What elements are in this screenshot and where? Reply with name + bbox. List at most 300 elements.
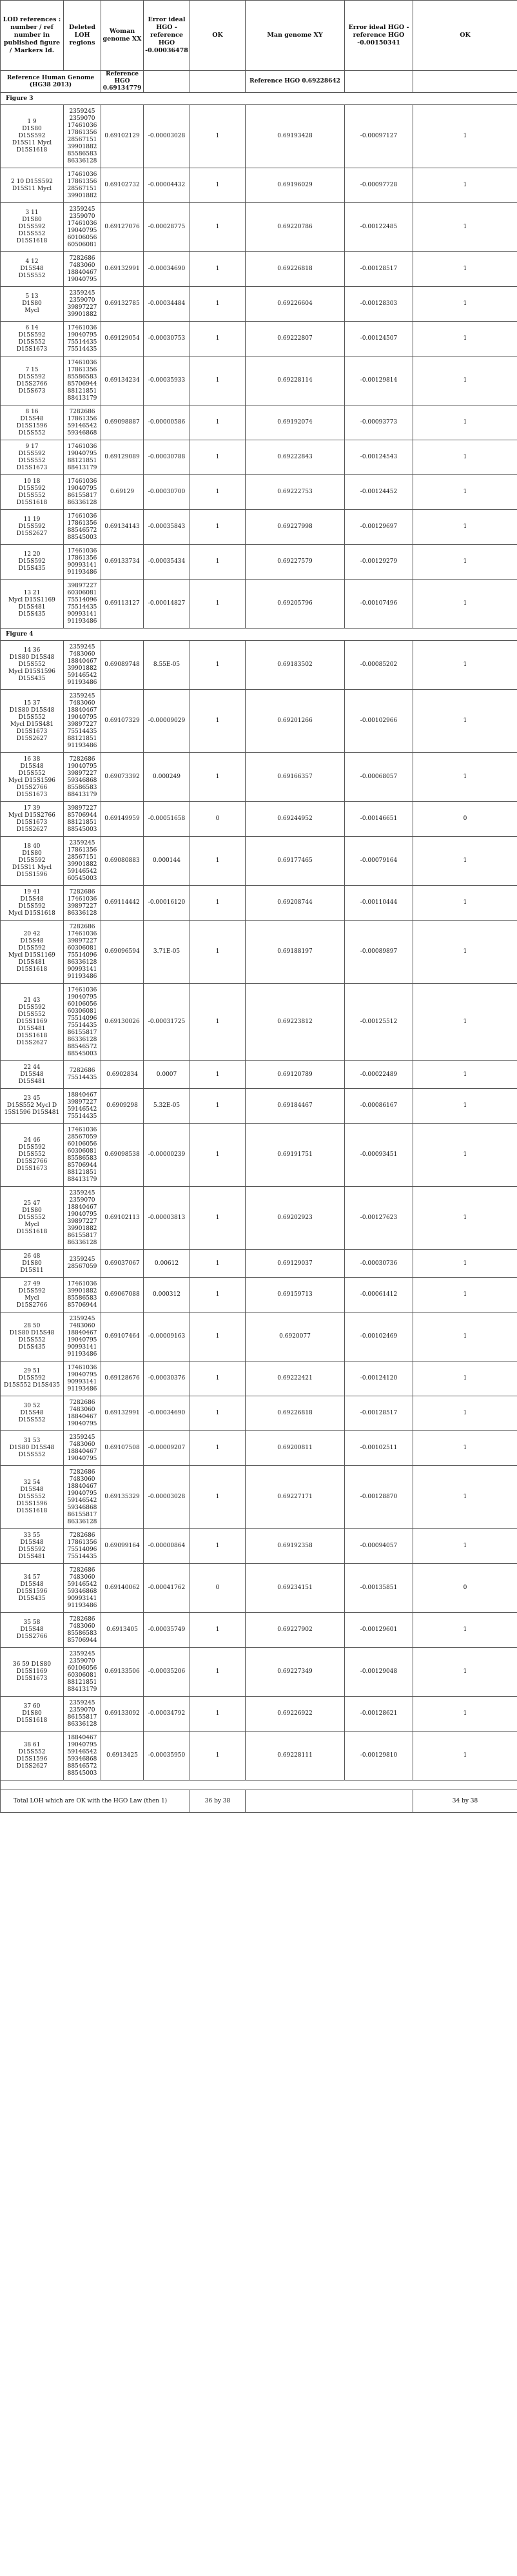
- table-row: [1, 475, 517, 510]
- total-ok-man: 34 by 38: [413, 1790, 517, 1813]
- woman-error-cell: -0.00034690: [144, 1396, 190, 1431]
- woman-hgo-cell: 0.69037067: [101, 1250, 144, 1278]
- man-hgo-cell: 0.69202923: [246, 1187, 345, 1250]
- man-error-cell: -0.00094057: [345, 1529, 413, 1564]
- man-hgo-cell: 0.69226818: [246, 1396, 345, 1431]
- header-error-man: Error ideal HGO - reference HGO -0.00150341: [345, 1, 413, 71]
- man-error-cell: -0.00128517: [345, 252, 413, 287]
- woman-hgo-cell: 0.69096594: [101, 921, 144, 984]
- woman-error-cell: 5.32E-05: [144, 1089, 190, 1124]
- man-hgo-cell: 0.69120789: [246, 1061, 345, 1089]
- man-hgo-cell: 0.69159713: [246, 1278, 345, 1312]
- deleted-regions-cell: 7282686 7483060 85586583 85706944: [64, 1613, 101, 1648]
- man-hgo-cell: 0.69192074: [246, 405, 345, 440]
- man-ok-cell: 1: [413, 641, 517, 690]
- man-ok-cell: 1: [413, 545, 517, 580]
- woman-error-cell: -0.00035206: [144, 1648, 190, 1697]
- lod-reference-cell: 31 53 D1S80 D15S48 D15S552: [1, 1431, 64, 1466]
- table-row: [1, 753, 517, 802]
- man-ok-cell: 1: [413, 475, 517, 510]
- deleted-regions-cell: 17461036 17861356 88546572 88545003: [64, 510, 101, 545]
- woman-hgo-cell: 0.69113127: [101, 580, 144, 629]
- deleted-regions-cell: 2359245 7483060 18840467 19040795 39897227 75514435 88121851 91193486: [64, 690, 101, 753]
- woman-hgo-cell: 0.69099164: [101, 1529, 144, 1564]
- table-row: [1, 984, 517, 1061]
- table-row: [1, 641, 517, 690]
- deleted-regions-cell: 2359245 7483060 18840467 19040795: [64, 1431, 101, 1466]
- man-ok-cell: 1: [413, 203, 517, 252]
- header-row: [1, 1, 517, 71]
- man-error-cell: -0.00129048: [345, 1648, 413, 1697]
- table-row: [1, 1529, 517, 1564]
- lod-reference-cell: 28 50 D1S80 D15S48 D15S552 D15S435: [1, 1312, 64, 1361]
- woman-ok-cell: 1: [190, 1697, 246, 1732]
- table-row: [1, 1278, 517, 1312]
- section-header-row: [1, 629, 517, 641]
- reference-hgo-man: Reference HGO 0.69228642: [246, 71, 345, 93]
- woman-ok-cell: 1: [190, 690, 246, 753]
- section-header-row: [1, 93, 517, 105]
- header-man-genome: Man genome XY: [246, 1, 345, 71]
- man-ok-cell: 1: [413, 984, 517, 1061]
- woman-error-cell: -0.00030753: [144, 322, 190, 356]
- man-hgo-cell: 0.69200811: [246, 1431, 345, 1466]
- woman-hgo-cell: 0.69102732: [101, 168, 144, 203]
- man-error-cell: -0.00079164: [345, 837, 413, 886]
- deleted-regions-cell: 17461036 17861356 85586583 85706944 88121851 88413179: [64, 356, 101, 405]
- lod-reference-cell: 26 48 D1S80 D15S11: [1, 1250, 64, 1278]
- man-ok-cell: 1: [413, 690, 517, 753]
- lod-reference-cell: 27 49 D15S592 Mycl D15S2766: [1, 1278, 64, 1312]
- lod-reference-cell: 1 9 D1S80 D15S592 D15S11 Mycl D15S1618: [1, 105, 64, 168]
- deleted-regions-cell: 2359245 2359070 60106056 60306081 88121851 88413179: [64, 1648, 101, 1697]
- deleted-regions-cell: 2359245 7483060 18840467 39901882 59146542 91193486: [64, 641, 101, 690]
- woman-error-cell: -0.00009207: [144, 1431, 190, 1466]
- woman-error-cell: -0.00030700: [144, 475, 190, 510]
- man-error-cell: -0.00128517: [345, 1396, 413, 1431]
- deleted-regions-cell: 7282686 7483060 18840467 19040795: [64, 1396, 101, 1431]
- man-hgo-cell: 0.69220786: [246, 203, 345, 252]
- lod-reference-cell: 35 58 D15S48 D15S2766: [1, 1613, 64, 1648]
- woman-error-cell: -0.00016120: [144, 886, 190, 921]
- woman-hgo-cell: 0.6913405: [101, 1613, 144, 1648]
- woman-hgo-cell: 0.69089748: [101, 641, 144, 690]
- woman-error-cell: -0.00003028: [144, 1466, 190, 1529]
- woman-hgo-cell: 0.69073392: [101, 753, 144, 802]
- lod-reference-cell: 38 61 D15S552 D15S1596 D15S2627: [1, 1732, 64, 1781]
- man-error-cell: -0.00102511: [345, 1431, 413, 1466]
- woman-error-cell: 8.55E-05: [144, 641, 190, 690]
- lod-reference-cell: 17 39 Mycl D15S2766 D15S1673 D15S2627: [1, 802, 64, 837]
- woman-ok-cell: 1: [190, 580, 246, 629]
- lod-reference-cell: 15 37 D1S80 D15S48 D15S552 Mycl D15S481 D15S1673 D15S2627: [1, 690, 64, 753]
- lod-reference-cell: 10 18 D15S592 D15S552 D15S1618: [1, 475, 64, 510]
- woman-error-cell: -0.00031725: [144, 984, 190, 1061]
- woman-ok-cell: 1: [190, 405, 246, 440]
- table-row: [1, 1613, 517, 1648]
- woman-hgo-cell: 0.69129089: [101, 440, 144, 475]
- deleted-regions-cell: 2359245 2359070 17461036 17861356 28567151 39901882 85586583 86336128: [64, 105, 101, 168]
- deleted-regions-cell: 17461036 19040795 88121851 88413179: [64, 440, 101, 475]
- woman-error-cell: -0.00035749: [144, 1613, 190, 1648]
- woman-error-cell: -0.00009029: [144, 690, 190, 753]
- table-row: [1, 1396, 517, 1431]
- header-ok-man: OK: [413, 1, 517, 71]
- man-hgo-cell: 0.69226604: [246, 287, 345, 322]
- woman-ok-cell: 1: [190, 203, 246, 252]
- table-row: [1, 287, 517, 322]
- man-ok-cell: 1: [413, 753, 517, 802]
- lod-reference-cell: 5 13 D1S80 Mycl: [1, 287, 64, 322]
- table-row: [1, 580, 517, 629]
- woman-hgo-cell: 0.69133506: [101, 1648, 144, 1697]
- woman-hgo-cell: 0.69132991: [101, 252, 144, 287]
- reference-row: [1, 71, 517, 93]
- woman-error-cell: -0.00035434: [144, 545, 190, 580]
- woman-ok-cell: 1: [190, 252, 246, 287]
- woman-hgo-cell: 0.6902834: [101, 1061, 144, 1089]
- woman-ok-cell: 1: [190, 1089, 246, 1124]
- woman-hgo-cell: 0.69107464: [101, 1312, 144, 1361]
- man-ok-cell: 1: [413, 837, 517, 886]
- woman-hgo-cell: 0.69140062: [101, 1564, 144, 1613]
- deleted-regions-cell: 2359245 7483060 18840467 19040795 90993141 91193486: [64, 1312, 101, 1361]
- woman-hgo-cell: 0.69134234: [101, 356, 144, 405]
- man-ok-cell: 0: [413, 802, 517, 837]
- woman-error-cell: -0.00004432: [144, 168, 190, 203]
- man-ok-cell: 1: [413, 1278, 517, 1312]
- woman-ok-cell: 1: [190, 1648, 246, 1697]
- man-hgo-cell: 0.69184467: [246, 1089, 345, 1124]
- man-error-cell: -0.00102469: [345, 1312, 413, 1361]
- table-row: [1, 105, 517, 168]
- woman-ok-cell: 1: [190, 322, 246, 356]
- woman-error-cell: 0.0007: [144, 1061, 190, 1089]
- woman-error-cell: -0.00051658: [144, 802, 190, 837]
- table-row: [1, 252, 517, 287]
- man-error-cell: -0.00124452: [345, 475, 413, 510]
- woman-hgo-cell: 0.69130026: [101, 984, 144, 1061]
- lod-reference-cell: 9 17 D15S592 D15S552 D15S1673: [1, 440, 64, 475]
- woman-ok-cell: 1: [190, 105, 246, 168]
- woman-hgo-cell: 0.69129054: [101, 322, 144, 356]
- woman-ok-cell: 1: [190, 356, 246, 405]
- lod-reference-cell: 23 45 D15S552 Mycl D 15S1596 D15S481: [1, 1089, 64, 1124]
- deleted-regions-cell: 2359245 2359070 39897227 39901882: [64, 287, 101, 322]
- man-hgo-cell: 0.69201266: [246, 690, 345, 753]
- deleted-regions-cell: 7282686 7483060 18840467 19040795: [64, 252, 101, 287]
- woman-ok-cell: 1: [190, 1732, 246, 1781]
- table-row: [1, 405, 517, 440]
- woman-error-cell: -0.00035933: [144, 356, 190, 405]
- woman-error-cell: -0.00000864: [144, 1529, 190, 1564]
- woman-error-cell: 0.000144: [144, 837, 190, 886]
- man-hgo-cell: 0.69183502: [246, 641, 345, 690]
- man-hgo-cell: 0.69188197: [246, 921, 345, 984]
- woman-ok-cell: 1: [190, 475, 246, 510]
- man-hgo-cell: 0.69227579: [246, 545, 345, 580]
- woman-ok-cell: 1: [190, 921, 246, 984]
- deleted-regions-cell: 18840467 19040795 59146542 59346868 88546572 88545003: [64, 1732, 101, 1781]
- man-ok-cell: 1: [413, 921, 517, 984]
- man-ok-cell: 1: [413, 1250, 517, 1278]
- woman-error-cell: -0.00003813: [144, 1187, 190, 1250]
- table-row: [1, 802, 517, 837]
- man-ok-cell: 1: [413, 1648, 517, 1697]
- table-row: [1, 203, 517, 252]
- header-lod-references: LOD references : number / ref number in published figure / Markers Id.: [1, 1, 64, 71]
- reference-human-genome: Reference Human Genome (HG38 2013): [1, 71, 101, 93]
- man-error-cell: -0.00128870: [345, 1466, 413, 1529]
- woman-hgo-cell: 0.69098887: [101, 405, 144, 440]
- table-row: [1, 1124, 517, 1187]
- woman-ok-cell: 1: [190, 168, 246, 203]
- man-ok-cell: 1: [413, 1061, 517, 1089]
- woman-error-cell: -0.00034690: [144, 252, 190, 287]
- man-hgo-cell: 0.69227349: [246, 1648, 345, 1697]
- woman-error-cell: -0.00000586: [144, 405, 190, 440]
- man-error-cell: -0.00122485: [345, 203, 413, 252]
- man-hgo-cell: 0.69196029: [246, 168, 345, 203]
- woman-hgo-cell: 0.69133092: [101, 1697, 144, 1732]
- man-hgo-cell: 0.69166357: [246, 753, 345, 802]
- man-ok-cell: 1: [413, 510, 517, 545]
- deleted-regions-cell: 17461036 19040795 86155817 86336128: [64, 475, 101, 510]
- man-error-cell: -0.00135851: [345, 1564, 413, 1613]
- man-hgo-cell: 0.69208744: [246, 886, 345, 921]
- man-ok-cell: 1: [413, 886, 517, 921]
- deleted-regions-cell: 18840467 39897227 59146542 75514435: [64, 1089, 101, 1124]
- table-row: [1, 322, 517, 356]
- woman-error-cell: -0.00014827: [144, 580, 190, 629]
- table-row: [1, 921, 517, 984]
- woman-error-cell: -0.00030788: [144, 440, 190, 475]
- deleted-regions-cell: 17461036 39901882 85586583 85706944: [64, 1278, 101, 1312]
- table-row: [1, 356, 517, 405]
- woman-ok-cell: 1: [190, 510, 246, 545]
- woman-error-cell: -0.00035843: [144, 510, 190, 545]
- man-error-cell: -0.00093773: [345, 405, 413, 440]
- woman-ok-cell: 1: [190, 1278, 246, 1312]
- woman-ok-cell: 1: [190, 287, 246, 322]
- table-row: [1, 1250, 517, 1278]
- deleted-regions-cell: 17461036 19040795 75514435 75514435: [64, 322, 101, 356]
- lod-reference-cell: 2 10 D15S592 D15S11 Mycl: [1, 168, 64, 203]
- man-ok-cell: 1: [413, 1732, 517, 1781]
- lod-reference-cell: 32 54 D15S48 D15S552 D15S1596 D15S1618: [1, 1466, 64, 1529]
- woman-ok-cell: 1: [190, 1061, 246, 1089]
- man-hgo-cell: 0.69222753: [246, 475, 345, 510]
- man-hgo-cell: 0.69222421: [246, 1361, 345, 1396]
- man-error-cell: -0.00085202: [345, 641, 413, 690]
- man-error-cell: -0.00146651: [345, 802, 413, 837]
- deleted-regions-cell: 2359245 2359070 86155817 86336128: [64, 1697, 101, 1732]
- woman-hgo-cell: 0.69149959: [101, 802, 144, 837]
- man-hgo-cell: 0.69222843: [246, 440, 345, 475]
- woman-error-cell: 0.000249: [144, 753, 190, 802]
- lod-reference-cell: 36 59 D1S80 D15S1169 D15S1673: [1, 1648, 64, 1697]
- woman-error-cell: 0.000312: [144, 1278, 190, 1312]
- header-error-woman: Error ideal HGO - reference HGO -0.00036478: [144, 1, 190, 71]
- woman-hgo-cell: 0.69133734: [101, 545, 144, 580]
- table-row: [1, 1187, 517, 1250]
- lod-reference-cell: 22 44 D15S48 D15S481: [1, 1061, 64, 1089]
- woman-error-cell: -0.00034792: [144, 1697, 190, 1732]
- man-hgo-cell: 0.69228114: [246, 356, 345, 405]
- lod-reference-cell: 30 52 D15S48 D15S552: [1, 1396, 64, 1431]
- woman-ok-cell: 1: [190, 440, 246, 475]
- man-hgo-cell: 0.69227171: [246, 1466, 345, 1529]
- woman-hgo-cell: 0.69102113: [101, 1187, 144, 1250]
- woman-hgo-cell: 0.69098538: [101, 1124, 144, 1187]
- man-hgo-cell: 0.69205796: [246, 580, 345, 629]
- lod-reference-cell: 6 14 D15S592 D15S552 D15S1673: [1, 322, 64, 356]
- man-ok-cell: 1: [413, 287, 517, 322]
- woman-hgo-cell: 0.69134143: [101, 510, 144, 545]
- man-hgo-cell: 0.69223812: [246, 984, 345, 1061]
- lod-reference-cell: 25 47 D1S80 D15S552 Mycl D15S1618: [1, 1187, 64, 1250]
- woman-hgo-cell: 0.69135329: [101, 1466, 144, 1529]
- deleted-regions-cell: 17461036 19040795 90993141 91193486: [64, 1361, 101, 1396]
- total-row: [1, 1790, 517, 1813]
- woman-hgo-cell: 0.6913425: [101, 1732, 144, 1781]
- lod-reference-cell: 19 41 D15S48 D15S592 Mycl D15S1618: [1, 886, 64, 921]
- man-error-cell: -0.00097728: [345, 168, 413, 203]
- woman-ok-cell: 1: [190, 1529, 246, 1564]
- lod-reference-cell: 12 20 D15S592 D15S435: [1, 545, 64, 580]
- man-error-cell: -0.00110444: [345, 886, 413, 921]
- woman-hgo-cell: 0.69128676: [101, 1361, 144, 1396]
- man-error-cell: -0.00125512: [345, 984, 413, 1061]
- deleted-regions-cell: 17461036 19040795 60106056 60306081 75514096 75514435 86155817 86336128 88546572 88545003: [64, 984, 101, 1061]
- deleted-regions-cell: 17461036 28567059 60106056 60306081 85586583 85706944 88121851 88413179: [64, 1124, 101, 1187]
- woman-error-cell: -0.00034484: [144, 287, 190, 322]
- lod-reference-cell: 37 60 D1S80 D15S1618: [1, 1697, 64, 1732]
- woman-ok-cell: 1: [190, 1466, 246, 1529]
- man-ok-cell: 1: [413, 440, 517, 475]
- table-row: [1, 168, 517, 203]
- lod-reference-cell: 20 42 D15S48 D15S592 Mycl D15S1169 D15S481 D15S1618: [1, 921, 64, 984]
- table-row: [1, 1361, 517, 1396]
- man-ok-cell: 1: [413, 1187, 517, 1250]
- woman-error-cell: -0.00000239: [144, 1124, 190, 1187]
- woman-hgo-cell: 0.69107329: [101, 690, 144, 753]
- man-ok-cell: 1: [413, 356, 517, 405]
- lod-reference-cell: 16 38 D15S48 D15S552 Mycl D15S1596 D15S2766 D15S1673: [1, 753, 64, 802]
- man-hgo-cell: 0.69226922: [246, 1697, 345, 1732]
- woman-ok-cell: 1: [190, 1187, 246, 1250]
- man-error-cell: -0.00097127: [345, 105, 413, 168]
- woman-ok-cell: 1: [190, 837, 246, 886]
- man-hgo-cell: 0.69227998: [246, 510, 345, 545]
- man-ok-cell: 1: [413, 168, 517, 203]
- woman-hgo-cell: 0.69132991: [101, 1396, 144, 1431]
- deleted-regions-cell: 7282686 17861356 59146542 59346868: [64, 405, 101, 440]
- deleted-regions-cell: 17461036 17861356 90993141 91193486: [64, 545, 101, 580]
- man-ok-cell: 1: [413, 1312, 517, 1361]
- table-row: [1, 1648, 517, 1697]
- woman-ok-cell: 1: [190, 641, 246, 690]
- table-row: [1, 1564, 517, 1613]
- woman-ok-cell: 1: [190, 1613, 246, 1648]
- man-error-cell: -0.00089897: [345, 921, 413, 984]
- woman-hgo-cell: 0.69129: [101, 475, 144, 510]
- woman-ok-cell: 0: [190, 1564, 246, 1613]
- lod-reference-cell: 24 46 D15S592 D15S552 D15S2766 D15S1673: [1, 1124, 64, 1187]
- man-error-cell: -0.00129279: [345, 545, 413, 580]
- woman-ok-cell: 1: [190, 1250, 246, 1278]
- man-error-cell: -0.00102966: [345, 690, 413, 753]
- woman-hgo-cell: 0.6909298: [101, 1089, 144, 1124]
- man-hgo-cell: 0.69244952: [246, 802, 345, 837]
- lod-reference-cell: 29 51 D15S592 D15S552 D15S435: [1, 1361, 64, 1396]
- man-error-cell: -0.00128621: [345, 1697, 413, 1732]
- woman-ok-cell: 1: [190, 886, 246, 921]
- lod-reference-cell: 7 15 D15S592 D15S2766 D15S673: [1, 356, 64, 405]
- woman-ok-cell: 1: [190, 1312, 246, 1361]
- woman-ok-cell: 1: [190, 1431, 246, 1466]
- man-error-cell: -0.00093451: [345, 1124, 413, 1187]
- woman-hgo-cell: 0.69067088: [101, 1278, 144, 1312]
- man-hgo-cell: 0.69193428: [246, 105, 345, 168]
- lod-reference-cell: 21 43 D15S592 D15S552 D15S1169 D15S481 D15S1618 D15S2627: [1, 984, 64, 1061]
- man-hgo-cell: 0.69234151: [246, 1564, 345, 1613]
- man-error-cell: -0.00128303: [345, 287, 413, 322]
- woman-error-cell: -0.00009163: [144, 1312, 190, 1361]
- woman-ok-cell: 1: [190, 984, 246, 1061]
- man-hgo-cell: 0.69228111: [246, 1732, 345, 1781]
- woman-error-cell: -0.00028775: [144, 203, 190, 252]
- deleted-regions-cell: 7282686 7483060 59146542 59346868 90993141 91193486: [64, 1564, 101, 1613]
- man-error-cell: -0.00061412: [345, 1278, 413, 1312]
- man-error-cell: -0.00124507: [345, 322, 413, 356]
- deleted-regions-cell: 7282686 17461036 39897227 60306081 75514096 86336128 90993141 91193486: [64, 921, 101, 984]
- man-hgo-cell: 0.69227902: [246, 1613, 345, 1648]
- lod-reference-cell: 11 19 D15S592 D15S2627: [1, 510, 64, 545]
- man-error-cell: -0.00129697: [345, 510, 413, 545]
- woman-error-cell: -0.00003028: [144, 105, 190, 168]
- woman-ok-cell: 1: [190, 545, 246, 580]
- lod-reference-cell: 34 57 D15S48 D15S1596 D15S435: [1, 1564, 64, 1613]
- lod-reference-cell: 4 12 D15S48 D15S552: [1, 252, 64, 287]
- deleted-regions-cell: 7282686 17861356 75514096 75514435: [64, 1529, 101, 1564]
- man-ok-cell: 1: [413, 1361, 517, 1396]
- man-ok-cell: 1: [413, 1089, 517, 1124]
- lod-reference-cell: 14 36 D1S80 D15S48 D15S552 Mycl D15S1596 D15S435: [1, 641, 64, 690]
- reference-hgo-woman: Reference HGO 0.69134779: [101, 71, 144, 93]
- woman-hgo-cell: 0.69107508: [101, 1431, 144, 1466]
- deleted-regions-cell: 17461036 17861356 28567151 39901882: [64, 168, 101, 203]
- man-hgo-cell: 0.69222807: [246, 322, 345, 356]
- man-ok-cell: 1: [413, 405, 517, 440]
- table-row: [1, 510, 517, 545]
- man-hgo-cell: 0.69177465: [246, 837, 345, 886]
- woman-error-cell: -0.00041762: [144, 1564, 190, 1613]
- table-row: [1, 1431, 517, 1466]
- table-row: [1, 1312, 517, 1361]
- deleted-regions-cell: 7282686 17461036 39897227 86336128: [64, 886, 101, 921]
- man-error-cell: -0.00030736: [345, 1250, 413, 1278]
- woman-hgo-cell: 0.69127076: [101, 203, 144, 252]
- table-row: [1, 886, 517, 921]
- lod-reference-cell: 18 40 D1S80 D15S592 D15S11 Mycl D15S1596: [1, 837, 64, 886]
- woman-hgo-cell: 0.69132785: [101, 287, 144, 322]
- deleted-regions-cell: 39897227 60306081 75514096 75514435 90993141 91193486: [64, 580, 101, 629]
- man-hgo-cell: 0.69191751: [246, 1124, 345, 1187]
- deleted-regions-cell: 7282686 75514435: [64, 1061, 101, 1089]
- man-error-cell: -0.00086167: [345, 1089, 413, 1124]
- lod-reference-cell: 33 55 D15S48 D15S592 D15S481: [1, 1529, 64, 1564]
